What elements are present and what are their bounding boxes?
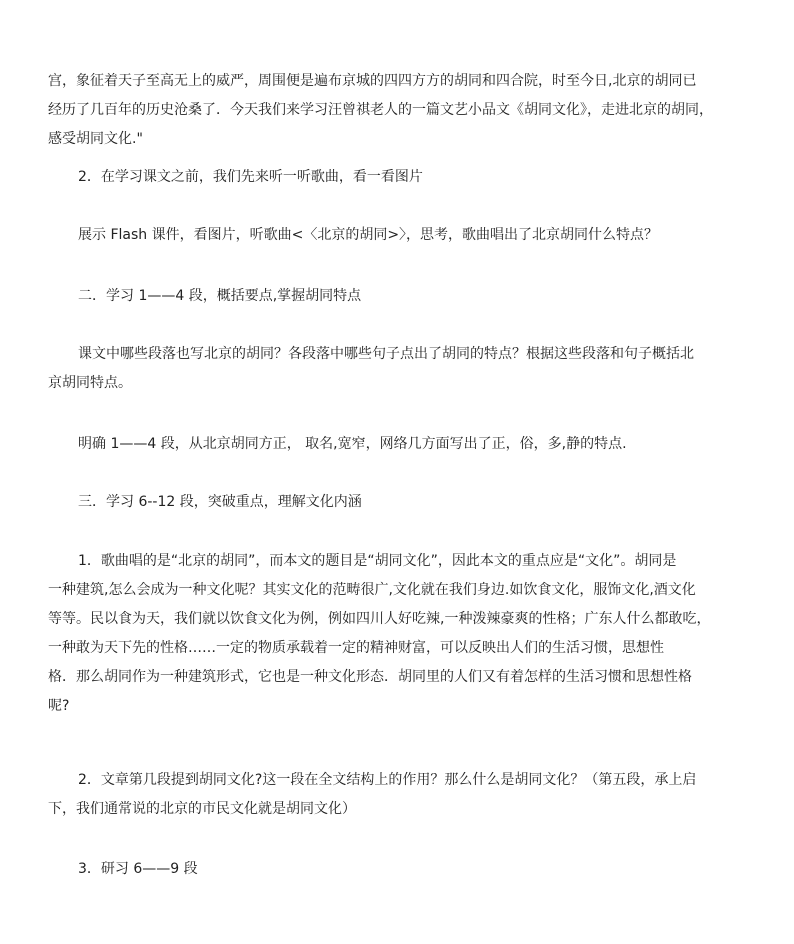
- text-line: 下，我们通常说的北京的市民文化就是胡同文化）: [48, 801, 356, 817]
- paragraph-step-3: 3．研习 6——9 段: [78, 861, 198, 877]
- text-line: 经历了几百年的历史沧桑了．今天我们来学习汪曾祺老人的一篇文艺小品文《胡同文化》，走进北京的胡同，: [48, 102, 713, 118]
- paragraph-step-2-listen: 2．在学习课文之前，我们先来听一听歌曲，看一看图片: [78, 169, 423, 185]
- text-line: 格．那么胡同作为一种建筑形式，它也是一种文化形态．胡同里的人们又有着怎样的生活习惯和思想性格: [48, 669, 692, 685]
- text-line: 等等。民以食为天，我们就以饮食文化为例，例如四川人好吃辣,一种泼辣豪爽的性格；广东人什么都敢吃，: [48, 611, 711, 627]
- section-heading-3: 三．学习 6--12 段，突破重点，理解文化内涵: [78, 494, 362, 510]
- paragraph-intro-continuation: [48, 67, 764, 154]
- paragraph-question-features: [48, 340, 764, 398]
- paragraph-answer: 明确 1——4 段，从北京胡同方正， 取名,宽窄，网络几方面写出了正，俗，多,静的特点.: [78, 436, 627, 452]
- text-line: 感受胡同文化.": [48, 131, 143, 147]
- section-heading-2: 二．学习 1——4 段，概括要点,掌握胡同特点: [78, 288, 362, 304]
- text-line: 宫，象征着天子至高无上的威严，周围便是遍布京城的四四方方的胡同和四合院，时至今日,北京的胡同已: [48, 73, 697, 89]
- text-line: 京胡同特点。: [48, 375, 132, 391]
- text-line: 一种建筑,怎么会成为一种文化呢？其实文化的范畴很广,文化就在我们身边.如饮食文化，服饰文化,酒文化: [48, 582, 696, 598]
- text-line: 2．文章第几段提到胡同文化?这一段在全文结构上的作用？那么什么是胡同文化？（第五段，承上启: [78, 772, 697, 788]
- text-line: 课文中哪些段落也写北京的胡同？各段落中哪些句子点出了胡同的特点？根据这些段落和句子概括北: [78, 346, 694, 362]
- text-line: 1．歌曲唱的是“北京的胡同”，而本文的题目是“胡同文化”，因此本文的重点应是“文化”。胡同是: [78, 553, 677, 569]
- paragraph-flash-courseware: 展示 Flash 课件，看图片，听歌曲<〈北京的胡同>〉，思考，歌曲唱出了北京胡同什么特点？: [78, 227, 659, 243]
- text-line: 呢?: [48, 698, 70, 714]
- text-line: 一种敢为天下先的性格……一定的物质承载着一定的精神财富，可以反映出人们的生活习惯，思想性: [48, 640, 664, 656]
- paragraph-culture-discussion: [48, 547, 764, 721]
- paragraph-step-2-paragraph-5: [48, 766, 764, 824]
